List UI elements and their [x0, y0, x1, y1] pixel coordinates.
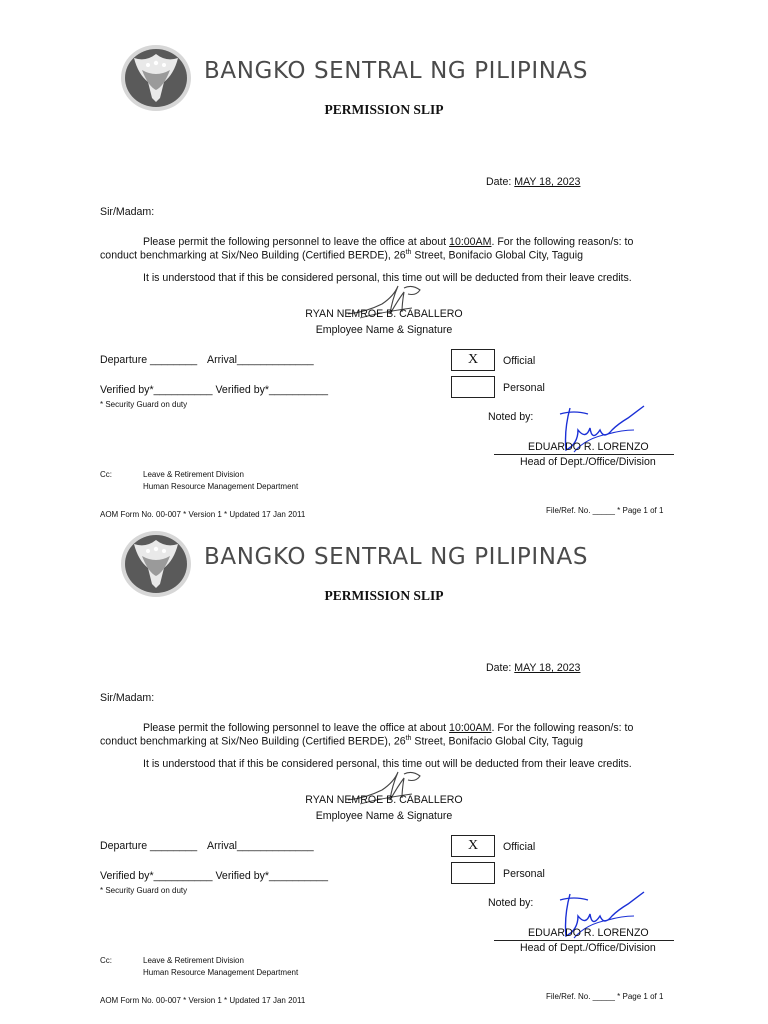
departure-field[interactable]: Departure ________: [100, 354, 198, 366]
reason-text-end: Street, Bonifacio Global City, Taguig: [411, 249, 584, 262]
reason-text: conduct benchmarking at Six/Neo Building (Certified BERDE), 26: [100, 249, 406, 262]
personal-label: Personal: [503, 868, 545, 880]
cc-line-1: Leave & Retirement Division: [143, 956, 244, 965]
document-title: PERMISSION SLIP: [324, 102, 444, 117]
salutation: Sir/Madam:: [100, 206, 155, 218]
official-checkbox[interactable]: X: [451, 349, 495, 371]
file-reference: File/Ref. No. _____ * Page 1 of 1: [546, 992, 664, 1001]
request-paragraph-line-1: [143, 722, 633, 734]
cc-line-1: Leave & Retirement Division: [143, 470, 244, 479]
permission-slip-1: [0, 28, 768, 519]
personal-checkbox[interactable]: [451, 376, 495, 398]
cc-line-2: Human Resource Management Department: [143, 968, 299, 977]
file-reference: File/Ref. No. _____ * Page 1 of 1: [546, 506, 664, 515]
reason-text: conduct benchmarking at Six/Neo Building (Certified BERDE), 26: [100, 735, 406, 748]
date-line: [486, 662, 580, 674]
date-label: Date:: [486, 662, 515, 674]
date-value: MAY 18, 2023: [514, 176, 581, 188]
form-number: AOM Form No. 00-007 * Version 1 * Updated 17 Jan 2011: [100, 510, 306, 519]
employee-caption: Employee Name & Signature: [315, 810, 453, 822]
request-paragraph-line-2: [100, 249, 583, 262]
request-paragraph-line-2: [100, 735, 583, 748]
form-number: AOM Form No. 00-007 * Version 1 * Updated 17 Jan 2011: [100, 996, 306, 1005]
cc-label: Cc:: [100, 470, 112, 479]
verified-by-fields[interactable]: Verified by*__________ Verified by*__________: [100, 384, 328, 396]
official-label: Official: [503, 355, 536, 367]
document-title: PERMISSION SLIP: [324, 588, 444, 603]
head-signature-line: [494, 940, 674, 941]
head-name: EDUARDO R. LORENZO: [528, 927, 649, 939]
security-guard-note: * Security Guard on duty: [100, 886, 188, 895]
head-caption: Head of Dept./Office/Division: [520, 456, 656, 468]
official-checkbox[interactable]: X: [451, 835, 495, 857]
leave-credit-note: It is understood that if this be considered personal, this time out will be deducted from their leave credits.: [143, 272, 632, 284]
official-label: Official: [503, 841, 536, 853]
ordinal-suffix: th: [405, 249, 412, 256]
permission-slip-2: [0, 514, 768, 1005]
head-name: EDUARDO R. LORENZO: [528, 441, 649, 453]
reason-text-end: Street, Bonifacio Global City, Taguig: [411, 735, 584, 748]
organization-logo-text: BANGKO SENTRAL NG PILIPINAS: [204, 544, 589, 570]
head-caption: Head of Dept./Office/Division: [520, 942, 656, 954]
personal-checkbox[interactable]: [451, 862, 495, 884]
organization-logo-text: BANGKO SENTRAL NG PILIPINAS: [204, 58, 589, 84]
noted-by-label: Noted by:: [488, 411, 534, 423]
date-label: Date:: [486, 176, 515, 188]
arrival-field[interactable]: Arrival_____________: [207, 840, 314, 852]
date-line: [486, 176, 580, 188]
personal-label: Personal: [503, 382, 545, 394]
departure-field[interactable]: Departure ________: [100, 840, 198, 852]
cc-line-2: Human Resource Management Department: [143, 482, 299, 491]
head-signature-line: [494, 454, 674, 455]
arrival-field[interactable]: Arrival_____________: [207, 354, 314, 366]
employee-name: RYAN NEMROE B. CABALLERO: [305, 308, 463, 320]
date-value: MAY 18, 2023: [514, 662, 581, 674]
time-out-value: 10:00AM: [449, 236, 492, 248]
request-text-end: . For the following reason/s: to: [491, 236, 634, 248]
security-guard-note: * Security Guard on duty: [100, 400, 188, 409]
request-text-end: . For the following reason/s: to: [491, 722, 634, 734]
cc-label: Cc:: [100, 956, 112, 965]
ordinal-suffix: th: [405, 735, 412, 742]
employee-name: RYAN NEMROE B. CABALLERO: [305, 794, 463, 806]
employee-caption: Employee Name & Signature: [315, 324, 453, 336]
request-text: Please permit the following personnel to leave the office at about: [143, 236, 450, 248]
noted-by-label: Noted by:: [488, 897, 534, 909]
request-text: Please permit the following personnel to leave the office at about: [143, 722, 450, 734]
request-paragraph-line-1: [143, 236, 633, 248]
time-out-value: 10:00AM: [449, 722, 492, 734]
verified-by-fields[interactable]: Verified by*__________ Verified by*__________: [100, 870, 328, 882]
salutation: Sir/Madam:: [100, 692, 155, 704]
leave-credit-note: It is understood that if this be considered personal, this time out will be deducted from their leave credits.: [143, 758, 632, 770]
